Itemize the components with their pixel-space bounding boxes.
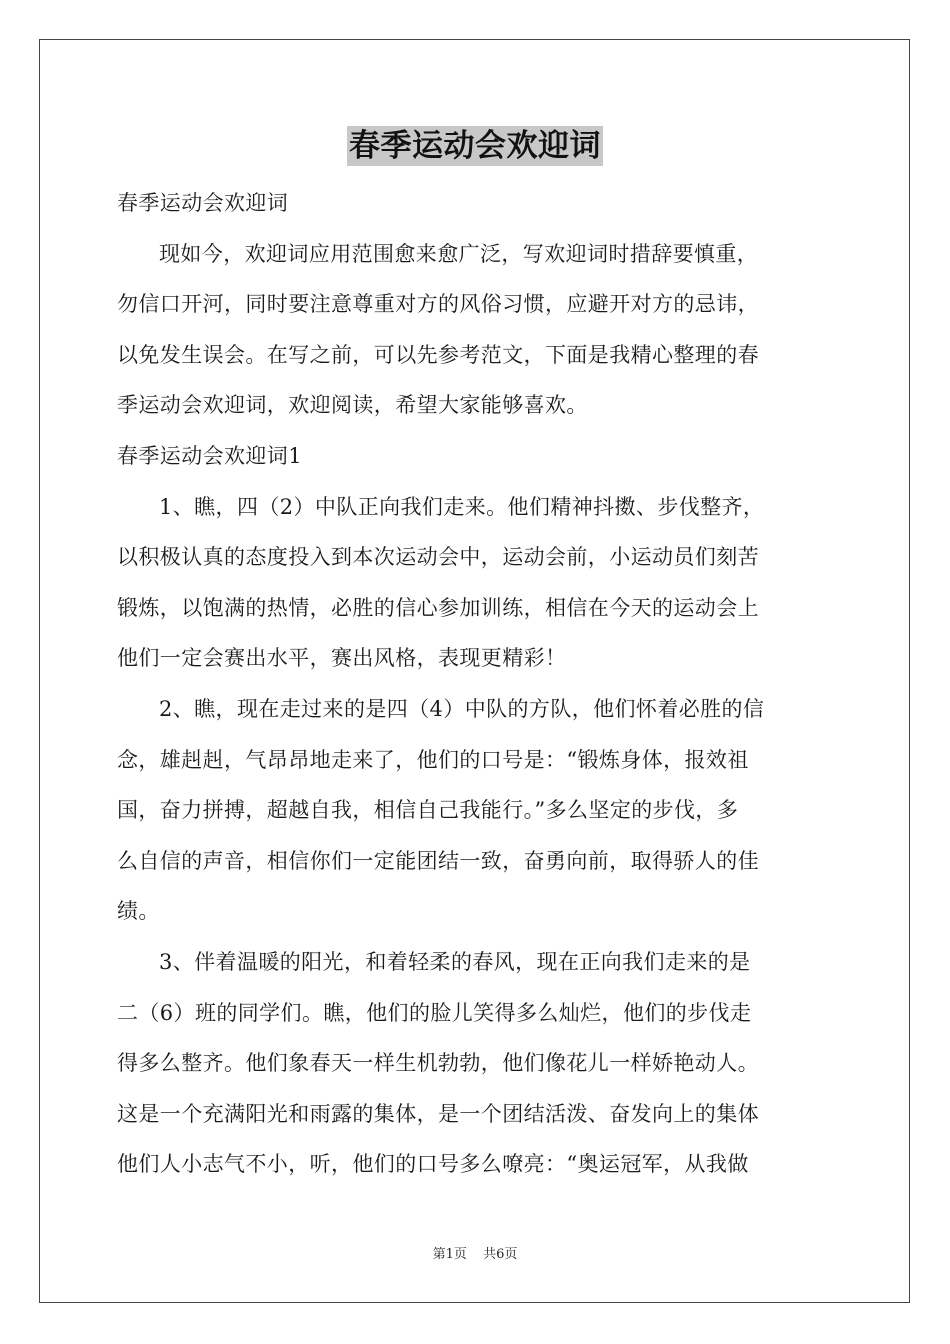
text-line: 锻炼，以饱满的热情，必胜的信心参加训练，相信在今天的运动会上 — [117, 595, 759, 620]
document-title: 春季运动会欢迎词 — [349, 128, 601, 164]
page-footer — [0, 1246, 950, 1264]
text-line: 1、瞧，四（2）中队正向我们走来。他们精神抖擞、步伐整齐， — [159, 494, 765, 519]
text-line: 念，雄赳赳，气昂昂地走来了，他们的口号是：“锻炼身体，报效祖 — [117, 747, 749, 772]
text-line: 春季运动会欢迎词1 — [117, 443, 302, 468]
text-line: 他们人小志气不小，听，他们的口号多么嘹亮：“奥运冠军，从我做 — [117, 1152, 749, 1177]
text-line: 3、伴着温暖的阳光，和着轻柔的春风，现在正向我们走来的是 — [159, 949, 751, 974]
text-line: 国，奋力拼搏，超越自我，相信自己我能行。”多么坚定的步伐，多 — [117, 798, 739, 823]
page-number-current: 第1页 — [432, 1247, 467, 1262]
text-line: 以积极认真的态度投入到本次运动会中，运动会前，小运动员们刻苦 — [117, 545, 759, 570]
title-container — [0, 126, 950, 166]
text-line: 2、瞧，现在走过来的是四（4）中队的方队，他们怀着必胜的信 — [159, 696, 765, 721]
page-number-total: 共6页 — [483, 1247, 518, 1262]
text-line: 他们一定会赛出水平，赛出风格，表现更精彩！ — [117, 646, 567, 671]
text-line: 现如今，欢迎词应用范围愈来愈广泛，写欢迎词时措辞要慎重， — [159, 241, 759, 266]
text-line: 么自信的声音，相信你们一定能团结一致，奋勇向前，取得骄人的佳 — [117, 848, 759, 873]
text-line: 以免发生误会。在写之前，可以先参考范文，下面是我精心整理的春 — [117, 342, 759, 367]
text-line: 得多么整齐。他们象春天一样生机勃勃，他们像花儿一样娇艳动人。 — [117, 1051, 759, 1076]
text-line: 这是一个充满阳光和雨露的集体，是一个团结活泼、奋发向上的集体 — [117, 1101, 759, 1126]
document-body — [117, 178, 837, 1190]
text-line: 绩。 — [117, 899, 160, 924]
text-line: 勿信口开河，同时要注意尊重对方的风俗习惯，应避开对方的忌讳， — [117, 292, 759, 317]
text-line: 二（6）班的同学们。瞧，他们的脸儿笑得多么灿烂，他们的步伐走 — [117, 1000, 752, 1025]
text-line: 春季运动会欢迎词 — [117, 191, 289, 215]
text-line: 季运动会欢迎词，欢迎阅读，希望大家能够喜欢。 — [117, 393, 588, 418]
